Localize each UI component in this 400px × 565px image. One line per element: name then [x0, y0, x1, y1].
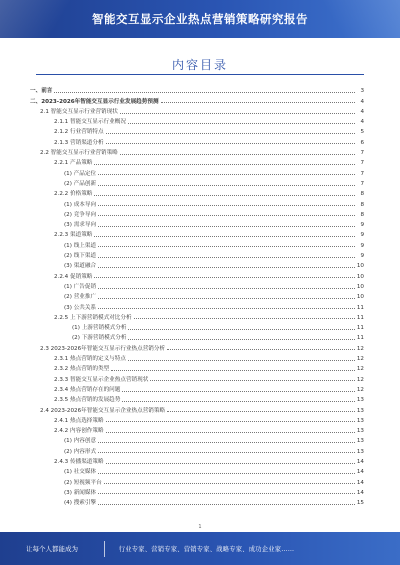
toc-entry[interactable]: [30, 486, 364, 496]
page-number: 1: [198, 524, 202, 530]
toc-entry[interactable]: [30, 146, 364, 156]
toc-leader-dots: [98, 473, 355, 474]
toc-leader-dots: [106, 133, 355, 134]
toc-heading: 内容目录: [171, 58, 228, 72]
toc-entry-page: 7: [360, 170, 364, 177]
toc-leader-dots: [94, 195, 355, 196]
toc-leader-dots: [167, 349, 355, 350]
toc-entry[interactable]: [30, 352, 364, 362]
toc-entry[interactable]: [30, 156, 364, 166]
toc-entry-page: 8: [360, 201, 364, 208]
toc-entry[interactable]: [30, 362, 364, 372]
toc-leader-dots: [106, 421, 355, 422]
toc-leader-dots: [54, 92, 355, 93]
toc-leader-dots: [98, 452, 355, 453]
toc-leader-dots: [128, 339, 355, 340]
toc-leader-dots: [167, 411, 355, 412]
toc-entry-label: (2) 营业推广: [64, 294, 97, 301]
toc-entry-label: 2.2.1 产品策略: [54, 160, 93, 167]
toc-entry-label: 2.1 智能交互显示行业营销现状: [40, 108, 118, 115]
toc-entry-label: (2) 短视频平台: [64, 479, 102, 486]
toc-entry-page: 13: [356, 397, 364, 404]
toc-entry[interactable]: [30, 300, 364, 310]
toc-entry-label: 2.3.1 热点营销的定义与特点: [54, 356, 126, 363]
toc-entry[interactable]: [30, 403, 364, 413]
toc-leader-dots: [128, 360, 355, 361]
toc-entry-label: (1) 线上渠道: [64, 242, 97, 249]
toc-entry-page: 10: [356, 273, 364, 280]
toc-entry-page: 12: [356, 356, 364, 363]
toc-entry-label: (1) 成本导向: [64, 201, 97, 208]
toc-entry-label: 2.4 2023-2026年智能交互显示企业热点营销策略: [40, 407, 166, 414]
toc-entry-label: (1) 内容创意: [64, 438, 97, 445]
toc-entry[interactable]: [30, 197, 364, 207]
toc-entry-page: 13: [356, 407, 364, 414]
toc-entry-label: 2.4.3 传播渠道策略: [54, 458, 104, 465]
report-footer: [0, 532, 400, 565]
toc-entry-label: (2) 下游营销模式分析: [72, 335, 127, 342]
toc-entry-page: 9: [360, 242, 364, 249]
toc-entry-label: 2.2.2 价格策略: [54, 191, 93, 198]
toc-entry-label: 2.2.4 促销策略: [54, 273, 93, 280]
toc-leader-dots: [98, 226, 355, 227]
toc-entry-label: 2.4.2 内容创作策略: [54, 428, 104, 435]
toc-leader-dots: [161, 102, 355, 103]
toc-entry[interactable]: [30, 125, 364, 135]
toc-entry[interactable]: [30, 341, 364, 351]
toc-entry-page: 11: [356, 335, 364, 342]
toc-leader-dots: [98, 246, 355, 247]
toc-entry-label: 2.3.5 热点营销的发展趋势: [54, 397, 121, 404]
toc-leader-dots: [98, 288, 355, 289]
toc-entry[interactable]: [30, 135, 364, 145]
toc-entry-label: (3) 新闻媒体: [64, 489, 97, 496]
toc-entry-label: (4) 搜索引擎: [64, 500, 97, 507]
toc-leader-dots: [98, 257, 355, 258]
toc-leader-dots: [128, 329, 355, 330]
toc-leader-dots: [106, 432, 355, 433]
toc-entry-page: 9: [360, 253, 364, 260]
toc-entry-page: 9: [360, 222, 364, 229]
toc-entry-page: 7: [360, 180, 364, 187]
toc-entry-label: 2.4.1 热点选择策略: [54, 417, 104, 424]
toc-entry[interactable]: [30, 383, 364, 393]
toc-entry-page: 5: [360, 129, 364, 136]
toc-leader-dots: [94, 164, 355, 165]
toc-entry[interactable]: [30, 166, 364, 176]
header-decoration-left: [0, 0, 80, 38]
toc-leader-dots: [150, 380, 355, 381]
toc-entry-label: (2) 竞争导向: [64, 211, 97, 218]
toc-entry-label: 2.3.3 智能交互显示企业热点营销现状: [54, 376, 149, 383]
toc-leader-dots: [98, 308, 355, 309]
toc-leader-dots: [98, 174, 355, 175]
toc-entry-page: 8: [360, 211, 364, 218]
toc-leader-dots: [111, 370, 355, 371]
report-header: [0, 0, 400, 38]
toc-entry-page: 14: [356, 489, 364, 496]
toc-entry[interactable]: [30, 290, 364, 300]
toc-leader-dots: [122, 401, 355, 402]
toc-entry[interactable]: [30, 444, 364, 454]
toc-entry[interactable]: [30, 94, 364, 104]
toc-leader-dots: [94, 277, 355, 278]
toc-entry-page: 14: [356, 479, 364, 486]
toc-entry-page: 11: [356, 314, 364, 321]
toc-entry[interactable]: [30, 414, 364, 424]
toc-entry-page: 7: [360, 150, 364, 157]
toc-entry-label: 2.3.2 热点营销的类型: [54, 366, 110, 373]
toc-entry-label: 2.1.2 行业营销特点: [54, 129, 104, 136]
toc-entry[interactable]: [30, 187, 364, 197]
toc-entry-label: 2.3 2023-2026年智能交互显示行业热点营销分析: [40, 345, 166, 352]
toc-entry[interactable]: [30, 321, 364, 331]
toc-entry-page: 13: [356, 438, 364, 445]
toc-entry[interactable]: [30, 249, 364, 259]
table-of-contents: [30, 84, 364, 506]
toc-entry-page: 15: [356, 500, 364, 507]
toc-entry-label: 2.2.5 上下游营销模式对比分析: [54, 314, 132, 321]
footer-tagline: 行业专家、营销专家、营销专家、战略专家、成功企业家……: [118, 546, 295, 553]
toc-entry-page: 3: [360, 88, 364, 95]
toc-entry-page: 4: [360, 98, 364, 105]
toc-leader-dots: [98, 504, 355, 505]
toc-entry-page: 14: [356, 458, 364, 465]
toc-entry[interactable]: [30, 177, 364, 187]
toc-entry-label: (3) 需求导向: [64, 222, 97, 229]
toc-leader-dots: [106, 463, 355, 464]
toc-entry-label: (3) 渠道融合: [64, 263, 97, 270]
toc-entry-page: 12: [356, 376, 364, 383]
toc-entry-page: 11: [356, 325, 364, 332]
toc-entry[interactable]: [30, 105, 364, 115]
toc-entry-page: 4: [360, 108, 364, 115]
toc-entry[interactable]: [30, 393, 364, 403]
toc-entry[interactable]: [30, 280, 364, 290]
toc-entry-label: (1) 产品定位: [64, 170, 97, 177]
toc-leader-dots: [98, 185, 355, 186]
toc-entry-page: 13: [356, 417, 364, 424]
toc-entry-label: (2) 线下渠道: [64, 253, 97, 260]
toc-entry-page: 10: [356, 294, 364, 301]
toc-leader-dots: [98, 493, 355, 494]
toc-leader-dots: [94, 236, 355, 237]
toc-entry[interactable]: [30, 269, 364, 279]
toc-leader-dots: [98, 298, 355, 299]
toc-entry-label: (1) 社交媒体: [64, 469, 97, 476]
toc-entry-label: (2) 内容形式: [64, 448, 97, 455]
toc-entry[interactable]: [30, 115, 364, 125]
toc-entry-page: 8: [360, 191, 364, 198]
toc-entry[interactable]: [30, 434, 364, 444]
toc-entry[interactable]: [30, 496, 364, 506]
toc-entry-page: 11: [356, 304, 364, 311]
toc-entry-label: 二、2023-2026年智能交互显示行业发展趋势预测: [30, 98, 159, 105]
toc-entry[interactable]: [30, 218, 364, 228]
toc-entry[interactable]: [30, 465, 364, 475]
toc-entry-page: 13: [356, 448, 364, 455]
toc-entry-page: 9: [360, 232, 364, 239]
toc-leader-dots: [104, 483, 355, 484]
toc-entry[interactable]: [30, 84, 364, 94]
toc-entry-page: 12: [356, 366, 364, 373]
toc-entry-page: 6: [360, 139, 364, 146]
toc-entry[interactable]: [30, 424, 364, 434]
toc-leader-dots: [106, 143, 355, 144]
toc-entry[interactable]: [30, 228, 364, 238]
toc-entry[interactable]: [30, 475, 364, 485]
toc-entry-page: 14: [356, 469, 364, 476]
toc-leader-dots: [134, 318, 355, 319]
toc-entry[interactable]: [30, 238, 364, 248]
toc-entry[interactable]: [30, 208, 364, 218]
toc-leader-dots: [122, 391, 355, 392]
toc-entry-page: 10: [356, 263, 364, 270]
toc-entry-label: 2.2 智能交互显示行业营销策略: [40, 150, 118, 157]
header-decoration-right: [310, 0, 400, 38]
toc-entry-label: 2.1.3 营销渠道分析: [54, 139, 104, 146]
toc-entry[interactable]: [30, 372, 364, 382]
toc-entry-page: 12: [356, 345, 364, 352]
toc-entry-label: 一、前言: [30, 88, 53, 95]
report-title: 智能交互显示企业热点营销策略研究报告: [92, 12, 308, 26]
toc-entry-label: 2.3.4 热点营销存在的问题: [54, 386, 121, 393]
toc-leader-dots: [98, 215, 355, 216]
toc-entry-page: 4: [360, 119, 364, 126]
toc-leader-dots: [120, 113, 355, 114]
toc-leader-dots: [98, 442, 355, 443]
toc-entry[interactable]: [30, 311, 364, 321]
toc-entry[interactable]: [30, 259, 364, 269]
toc-entry-page: 12: [356, 386, 364, 393]
toc-leader-dots: [120, 154, 355, 155]
toc-leader-dots: [128, 123, 355, 124]
toc-entry[interactable]: [30, 331, 364, 341]
toc-entry-label: (1) 广告促销: [64, 283, 97, 290]
toc-entry-label: (2) 产品创新: [64, 180, 97, 187]
toc-entry-page: 13: [356, 428, 364, 435]
toc-leader-dots: [98, 267, 355, 268]
footer-slogan: 让每个人都能成为: [26, 545, 78, 553]
toc-entry-label: (1) 上游营销模式分析: [72, 325, 127, 332]
toc-entry-label: 2.2.3 渠道策略: [54, 232, 93, 239]
toc-entry-page: 7: [360, 160, 364, 167]
toc-entry-label: 2.1.1 智能交互显示行业概况: [54, 119, 126, 126]
toc-entry-page: 10: [356, 283, 364, 290]
toc-leader-dots: [98, 205, 355, 206]
toc-divider: [36, 74, 364, 75]
toc-entry-label: (3) 公共关系: [64, 304, 97, 311]
toc-entry[interactable]: [30, 455, 364, 465]
